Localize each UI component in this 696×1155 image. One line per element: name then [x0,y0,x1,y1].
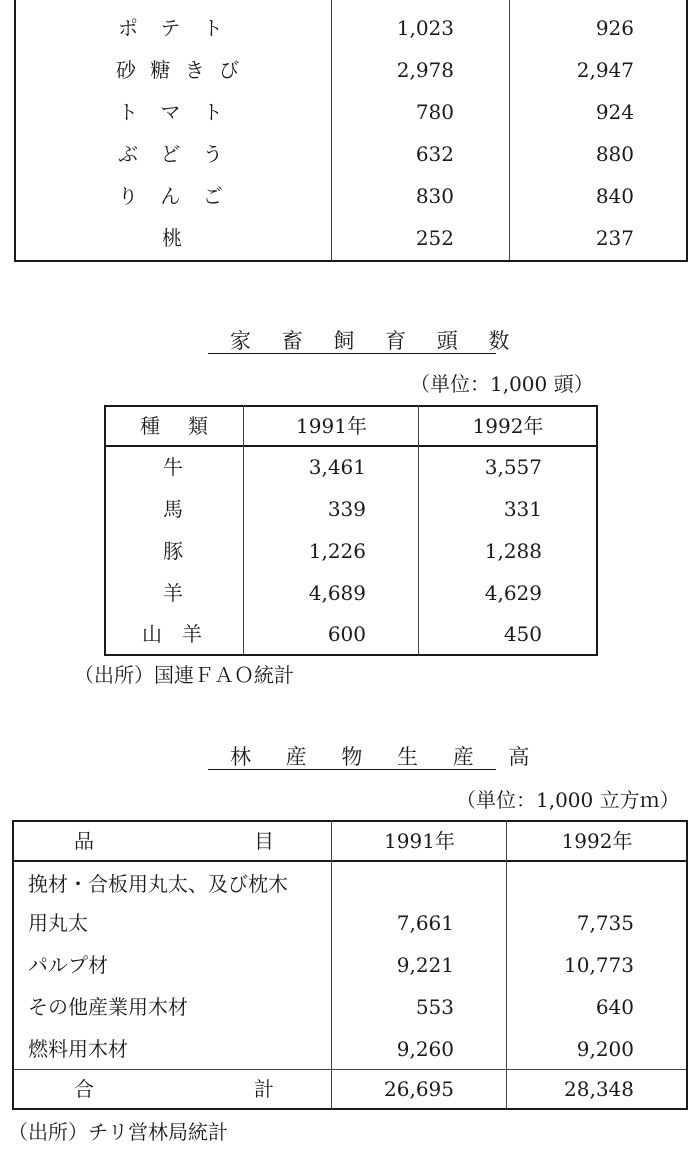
forest-1991-value: 9,221 [396,953,454,977]
forest-item-name: その他産業用木材 [28,995,188,1019]
livestock-1991-value: 600 [327,622,366,646]
total-label-left: 合 [74,1077,94,1101]
livestock-name: 牛 [163,455,183,479]
forest-unit: （単位：1,000 立方ｍ） [456,788,680,812]
forest-title: 林 産 物 生 産 高 [230,745,544,769]
livestock-name: 馬 [163,497,183,521]
forest-1992-value: 640 [595,995,634,1019]
livestock-1991-value: 4,689 [308,581,366,605]
crops-bottom-border [14,260,688,262]
livestock-1992-value: 450 [503,622,542,646]
crop-name: ト マ ト [118,100,231,124]
crop-1991-value: 830 [415,184,454,208]
livestock-1991-value: 339 [327,497,366,521]
livestock-col-divider-1 [243,405,244,655]
livestock-header-divider [104,445,598,447]
forest-1991-value: 7,661 [396,911,454,935]
crop-1992-value: 924 [595,100,634,124]
livestock-name: 羊 [163,581,183,605]
header-1991: 1991年 [296,414,367,438]
crop-1991-value: 632 [415,142,454,166]
forest-1991-value: 9,260 [396,1037,454,1061]
crop-1992-value: 840 [595,184,634,208]
total-label-right: 計 [254,1077,274,1101]
crops-right-border [686,0,688,262]
crop-name: ポ テ ト [118,16,231,40]
header-1991: 1991年 [384,829,455,853]
crops-col-divider-1 [331,0,332,260]
crop-name: ぶ ど う [118,142,231,166]
livestock-title-underline [208,353,496,354]
crop-1992-value: 237 [595,226,634,250]
livestock-1992-value: 1,288 [484,539,542,563]
livestock-right-border [596,405,598,656]
header-item-right: 目 [254,829,274,853]
header-item-left: 品 [74,829,94,853]
forest-1992-value: 7,735 [576,911,634,935]
crops-left-border [14,0,16,262]
forest-item-name: パルプ材 [28,953,108,977]
crop-1991-value: 2,978 [396,58,454,82]
forest-item-name: 燃料用木材 [28,1037,128,1061]
header-1992: 1992年 [472,414,544,438]
livestock-name: 豚 [163,539,183,563]
crop-1992-value: 2,947 [576,58,634,82]
crop-1992-value: 926 [595,16,634,40]
total-1991-value: 26,695 [384,1077,454,1101]
crop-name: 砂 糖 き び [116,58,244,82]
total-1992-value: 28,348 [564,1077,634,1101]
crop-1991-value: 1,023 [396,16,454,40]
livestock-1992-value: 4,629 [484,581,542,605]
livestock-top-border [104,405,598,407]
livestock-left-border [104,405,106,656]
livestock-1992-value: 3,557 [484,455,542,479]
forest-item-name: 挽材・合板用丸太、及び枕木 [28,872,288,896]
crop-name: り ん ご [118,184,231,208]
forest-right-border [686,820,688,1110]
header-kind: 種 類 [140,414,212,438]
forest-top-border [12,820,688,822]
livestock-source: （出所）国連ＦＡＯ統計 [74,663,294,687]
crop-1991-value: 780 [415,100,454,124]
livestock-unit: （単位：1,000 頭） [410,372,594,396]
crops-col-divider-2 [509,0,510,260]
forest-item-name: 用丸太 [28,911,88,935]
crop-1992-value: 880 [595,142,634,166]
livestock-col-divider-2 [418,405,419,655]
forest-col-divider-2 [506,820,507,1109]
forest-1991-value: 553 [415,995,454,1019]
forest-1992-value: 9,200 [576,1037,634,1061]
livestock-title: 家 畜 飼 育 頭 数 [230,329,522,353]
livestock-1992-value: 331 [503,497,542,521]
forest-left-border [12,820,14,1110]
forest-total-divider [12,1069,688,1070]
forest-1992-value: 10,773 [564,953,634,977]
forest-bottom-border [12,1108,688,1110]
livestock-name: 山 羊 [142,622,202,646]
crop-name: 桃 [162,226,182,250]
forest-source: （出所）チリ営林局統計 [8,1120,228,1144]
livestock-1991-value: 1,226 [308,539,366,563]
forest-col-divider-1 [331,820,332,1109]
forest-title-underline [208,769,496,770]
crop-1991-value: 252 [415,226,454,250]
forest-header-divider [12,860,688,862]
livestock-1991-value: 3,461 [308,455,366,479]
livestock-bottom-border [104,654,598,656]
header-1992: 1992年 [561,829,633,853]
